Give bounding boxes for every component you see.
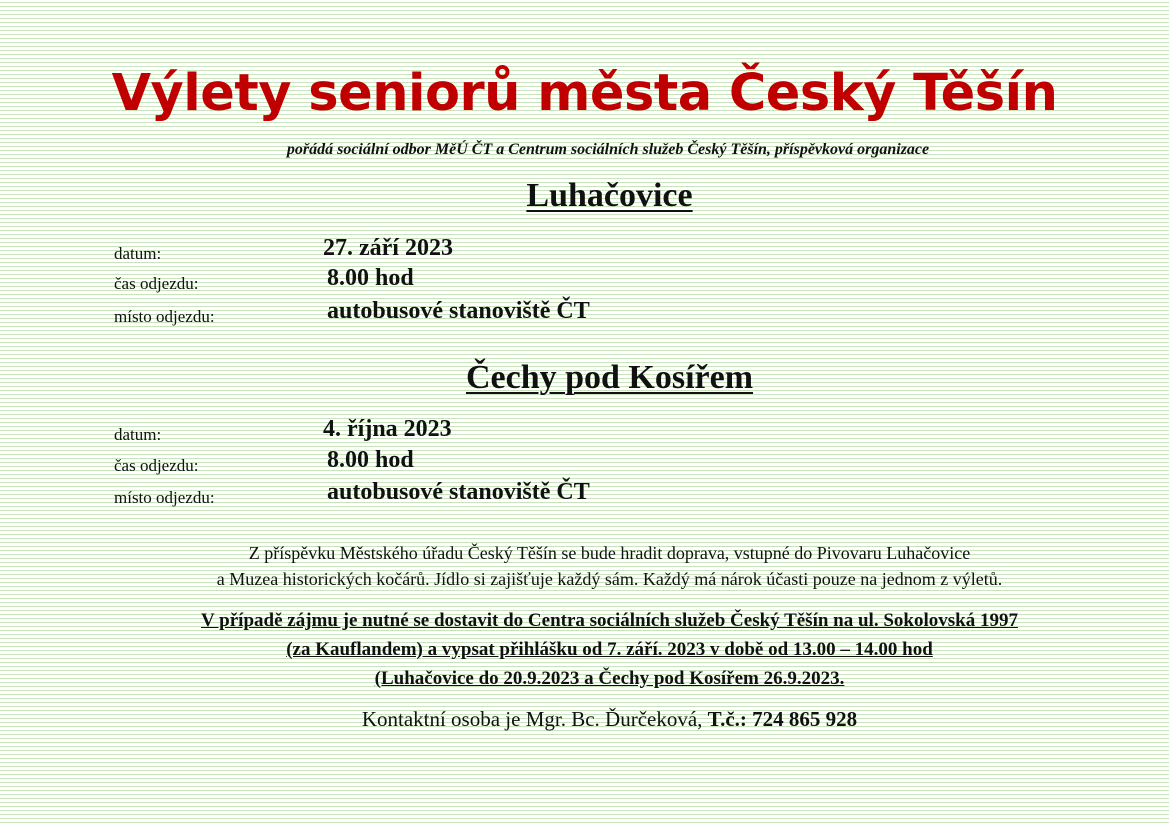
- info-line: Z příspěvku Městského úřadu Český Těšín se bude hradit doprava, vstupné do Pivovaru Luhačovice: [248, 543, 971, 563]
- notice-line: (za Kauflandem) a vypsat přihlášku od 7. září. 2023 v době od 13.00 – 14.00 hod: [286, 639, 933, 660]
- trip2-date-row: [0, 418, 1169, 448]
- contact-line: [0, 704, 1169, 734]
- contact-phone: T.č.: 724 865 928: [707, 707, 858, 731]
- notice-line: V případě zájmu je nutné se dostavit do Centra sociálních služeb Český Těšín na ul. Sokolovská 1997: [201, 610, 1018, 631]
- trip1-place-row: [0, 300, 1169, 330]
- place-label: místo odjezdu:: [114, 307, 215, 326]
- time-value: 8.00 hod: [327, 447, 414, 473]
- trip1-time-row: [0, 267, 1169, 297]
- time-label: čas odjezdu:: [114, 274, 199, 293]
- info-line: a Muzea historických kočárů. Jídlo si zajišťuje každý sám. Každý má nárok účasti pouze na jednom z výletů.: [216, 569, 1003, 589]
- trip-heading-luhacovice: Luhačovice: [526, 177, 693, 214]
- place-label: místo odjezdu:: [114, 488, 215, 507]
- place-value: autobusové stanoviště ČT: [327, 298, 590, 324]
- trip-heading-cechy: Čechy pod Kosířem: [465, 359, 754, 396]
- page-title: Výlety seniorů města Český Těšín: [111, 64, 1058, 123]
- contact-person: Kontaktní osoba je Mgr. Bc. Ďurčeková,: [361, 707, 708, 731]
- place-value: autobusové stanoviště ČT: [327, 479, 590, 505]
- trip2-time-row: [0, 449, 1169, 479]
- date-value: 4. října 2023: [323, 416, 452, 442]
- trip1-date-row: [0, 237, 1169, 267]
- notice-line: (Luhačovice do 20.9.2023 a Čechy pod Kosířem 26.9.2023.: [374, 668, 845, 689]
- date-label: datum:: [114, 244, 162, 263]
- info-paragraph: [0, 540, 1169, 592]
- organizer-subtitle: pořádá sociální odbor MěÚ ČT a Centrum sociálních služeb Český Těšín, příspěvková organizace: [286, 141, 930, 158]
- date-value: 27. září 2023: [323, 235, 453, 261]
- time-label: čas odjezdu:: [114, 456, 199, 475]
- trip2-place-row: [0, 481, 1169, 511]
- registration-notice: [0, 606, 1169, 693]
- date-label: datum:: [114, 425, 162, 444]
- time-value: 8.00 hod: [327, 265, 414, 291]
